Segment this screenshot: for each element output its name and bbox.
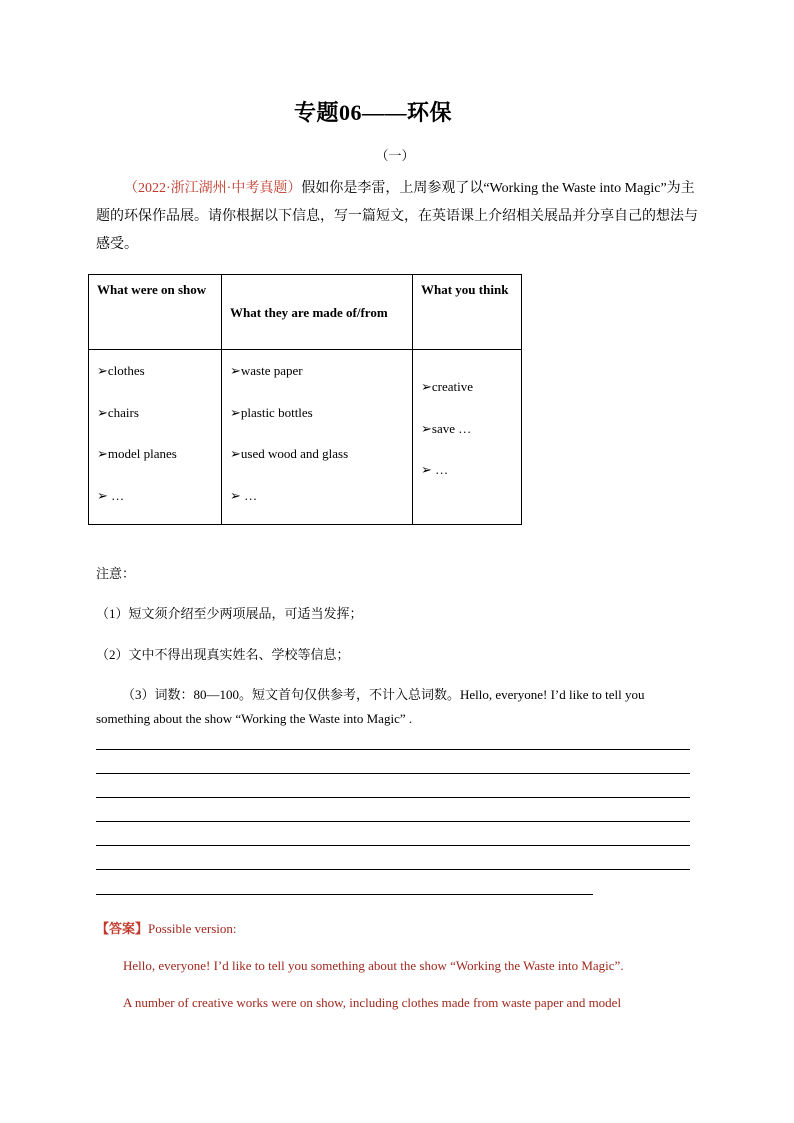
list-item: ➢creative bbox=[421, 379, 474, 394]
note-1: （1）短文须介绍至少两项展品，可适当发挥； bbox=[96, 606, 363, 621]
table-header-cell: What they are made of/from bbox=[222, 275, 413, 350]
table-header-row bbox=[89, 275, 522, 350]
table-header-cell: What were on show bbox=[89, 275, 222, 350]
table-cell-opinions bbox=[413, 350, 522, 525]
info-table bbox=[88, 274, 522, 525]
writing-line bbox=[96, 797, 690, 798]
table-header-cell: What you think bbox=[413, 275, 522, 350]
writing-line bbox=[96, 749, 690, 750]
list-item: ➢ … bbox=[97, 487, 125, 503]
intro-line-1: 假如你是李雷，上周参观了以“Working the Waste into Magic”为主 bbox=[301, 181, 695, 196]
answer-header bbox=[96, 918, 237, 937]
table-cell-items bbox=[89, 350, 222, 525]
answer-label: 【答案】 bbox=[96, 921, 149, 936]
writing-line bbox=[96, 845, 690, 846]
source-tag: （2022·浙江湖州·中考真题） bbox=[124, 181, 302, 196]
section-subtitle: （一） bbox=[375, 148, 415, 163]
answer-version: Possible version: bbox=[148, 921, 237, 936]
list-item: ➢ … bbox=[230, 487, 258, 503]
note-3-line-2: something about the show “Working the Waste into Magic” . bbox=[96, 711, 413, 726]
note-2: （2）文中不得出现真实姓名、学校等信息； bbox=[96, 647, 350, 662]
list-item: ➢model planes bbox=[97, 446, 177, 461]
list-item: ➢chairs bbox=[97, 404, 139, 420]
table-row bbox=[89, 350, 522, 525]
answer-paragraph-1: Hello, everyone! I’d like to tell you something about the show “Working the Waste into Magic”. bbox=[123, 958, 624, 973]
intro-paragraph bbox=[96, 175, 700, 259]
note-3-line-1: （3）词数：80—100。短文首句仅供参考，不计入总词数。Hello, everyone! I’d like to tell you bbox=[122, 687, 645, 702]
list-item: ➢plastic bottles bbox=[230, 404, 313, 420]
list-item: ➢clothes bbox=[97, 363, 145, 378]
table-cell-materials bbox=[222, 350, 413, 525]
list-item: ➢ … bbox=[421, 462, 449, 477]
writing-line bbox=[96, 821, 690, 822]
list-item: ➢save … bbox=[421, 420, 472, 436]
writing-line bbox=[96, 869, 690, 870]
page-title: 专题06——环保 bbox=[293, 100, 452, 125]
notes-heading: 注意： bbox=[96, 566, 136, 581]
list-item: ➢waste paper bbox=[230, 363, 303, 378]
intro-line-2: 题的环保作品展。请你根据以下信息，写一篇短文，在英语课上介绍相关展品并分享自己的想法与 bbox=[96, 209, 698, 224]
writing-line bbox=[96, 773, 690, 774]
writing-line bbox=[96, 894, 593, 895]
list-item: ➢used wood and glass bbox=[230, 446, 349, 461]
intro-line-3: 感受。 bbox=[96, 237, 138, 252]
answer-paragraph-2: A number of creative works were on show, including clothes made from waste paper and model bbox=[123, 995, 622, 1010]
